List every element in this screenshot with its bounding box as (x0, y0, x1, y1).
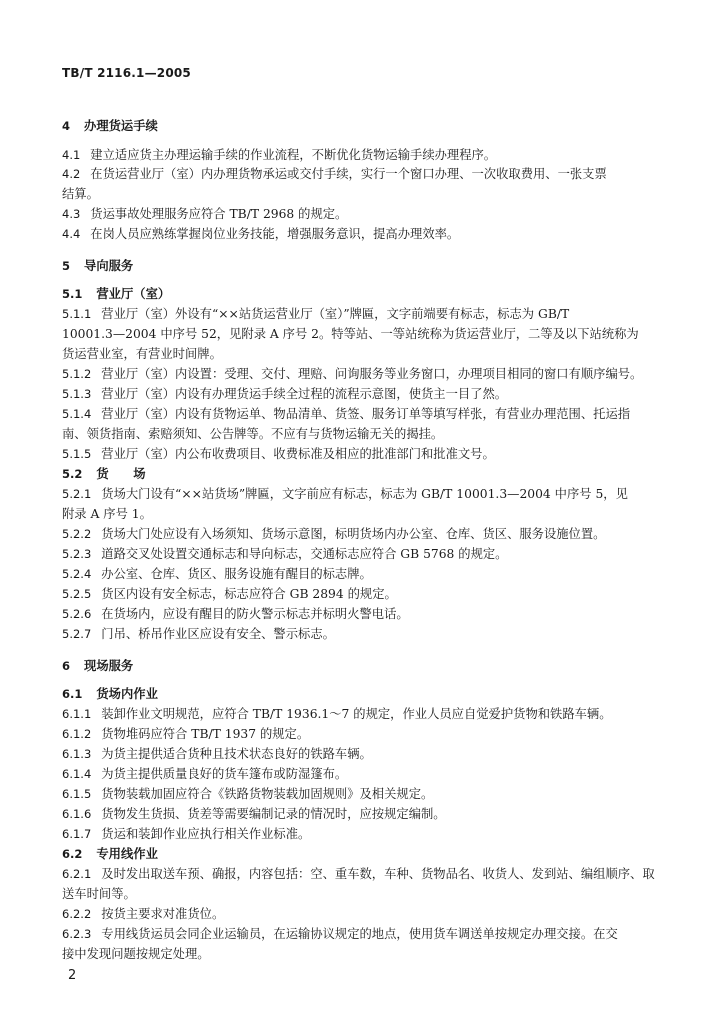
clause-number: 6.1.3 (62, 747, 92, 761)
clause-number: 5 (62, 259, 71, 273)
clause-number: 5.2.1 (62, 487, 92, 501)
clause-text: 南、领货指南、索赔须知、公告牌等。不应有与货物运输无关的揭挂。 (62, 427, 444, 441)
clause-text: 货物发生货损、货差等需要编制记录的情况时，应按规定编制。 (101, 807, 446, 821)
clause-number: 4.2 (62, 167, 81, 181)
clause-text: 货运营业室，有营业时间牌。 (62, 347, 222, 361)
clause-number: 6.1.7 (62, 827, 92, 841)
clause-number: 6.1.1 (62, 707, 92, 721)
paragraph-continuation (62, 186, 647, 202)
clause-text: 办公室、仓库、货区、服务设施有醒目的标志牌。 (101, 567, 372, 581)
subsection-heading (62, 466, 647, 482)
clause-text: 送车时间等。 (62, 887, 136, 901)
clause-text: 接中发现问题按规定处理。 (62, 947, 210, 961)
clause-text: 现场服务 (84, 659, 134, 673)
clause-text: 营业厅（室）内设有货物运单、物品清单、货签、服务订单等填写样张，有营业办理范围、托运指 (101, 407, 631, 421)
section-heading (62, 118, 647, 134)
clause-number: 4.1 (62, 148, 81, 162)
clause-line (62, 706, 647, 722)
clause-number: 6.2.3 (62, 927, 92, 941)
clause-number: 6.2 (62, 847, 83, 861)
paragraph-continuation (62, 886, 647, 902)
clause-text: 按货主要求对准货位。 (101, 907, 225, 921)
clause-line (62, 726, 647, 742)
clause-text: 营业厅（室）外设有“××站货运营业厅（室）”牌匾，文字前端要有标志，标志为 GB/T (101, 307, 570, 321)
clause-number: 5.1.1 (62, 307, 92, 321)
clause-text: 货物装载加固应符合《铁路货物装载加固规则》及相关规定。 (101, 787, 434, 801)
clause-number: 5.2.2 (62, 527, 92, 541)
clause-text: 在货场内，应设有醒目的防火警示标志并标明火警电话。 (101, 607, 409, 621)
clause-line (62, 606, 647, 622)
clause-line (62, 826, 647, 842)
clause-line (62, 526, 647, 542)
paragraph-continuation (62, 946, 647, 962)
clause-text: 货场内作业 (96, 687, 158, 701)
clause-text: 为货主提供适合货种且技术状态良好的铁路车辆。 (101, 747, 372, 761)
clause-number: 4.3 (62, 207, 81, 221)
clause-line (62, 147, 647, 163)
clause-text: 营业厅（室）内公布收费项目、收费标准及相应的批准部门和批准文号。 (101, 447, 495, 461)
clause-text: 专用线作业 (96, 847, 158, 861)
clause-number: 6 (62, 659, 71, 673)
clause-number: 4.4 (62, 227, 81, 241)
clause-text: 在货运营业厅（室）内办理货物承运或交付手续，实行一个窗口办理、一次收取费用、一张支票 (90, 167, 607, 181)
clause-line (62, 206, 647, 222)
clause-line (62, 486, 647, 502)
section-heading (62, 258, 647, 274)
clause-text: 附录 A 序号 1。 (62, 507, 152, 521)
paragraph-continuation (62, 506, 647, 522)
paragraph-continuation (62, 346, 647, 362)
clause-number: 6.2.1 (62, 867, 92, 881)
clause-line (62, 406, 647, 422)
clause-text: 10001.3—2004 中序号 52，见附录 A 序号 2。特等站、一等站统称为货运营业厅，二等及以下站统称为 (62, 327, 639, 341)
clause-line (62, 546, 647, 562)
clause-text: 货区内设有安全标志，标志应符合 GB 2894 的规定。 (101, 587, 397, 601)
clause-line (62, 446, 647, 462)
clause-line (62, 906, 647, 922)
clause-number: 6.1.5 (62, 787, 92, 801)
clause-number: 5.2.5 (62, 587, 92, 601)
clause-text: 专用线货运员会同企业运输员，在运输协议规定的地点，使用货车调送单按规定办理交接。在交 (101, 927, 618, 941)
clause-line (62, 926, 647, 942)
subsection-heading (62, 286, 647, 302)
clause-text: 货物堆码应符合 TB/T 1937 的规定。 (101, 727, 310, 741)
clause-number: 5.1.2 (62, 367, 92, 381)
clause-number: 6.1.2 (62, 727, 92, 741)
standard-code-header: TB/T 2116.1—2005 (62, 66, 191, 80)
clause-line (62, 786, 647, 802)
clause-line (62, 566, 647, 582)
subsection-heading (62, 686, 647, 702)
clause-text: 及时发出取送车预、确报，内容包括：空、重车数，车种、货物品名、收货人、发到站、编组顺序、取 (101, 867, 655, 881)
clause-number: 4 (62, 119, 71, 133)
clause-text: 货场大门处应设有入场须知、货场示意图，标明货场内办公室、仓库、货区、服务设施位置。 (101, 527, 606, 541)
clause-text: 结算。 (62, 187, 99, 201)
clause-number: 5.2.7 (62, 627, 92, 641)
clause-number: 6.1 (62, 687, 83, 701)
clause-number: 5.1 (62, 287, 83, 301)
clause-number: 5.2.4 (62, 567, 92, 581)
clause-text: 营业厅（室）内设置：受理、交付、理赔、问询服务等业务窗口，办理项目相同的窗口有顺序编号。 (101, 367, 643, 381)
clause-number: 5.2.3 (62, 547, 92, 561)
clause-text: 导向服务 (84, 259, 134, 273)
clause-text: 营业厅（室）内设有办理货运手续全过程的流程示意图，使货主一目了然。 (101, 387, 508, 401)
paragraph-continuation (62, 326, 647, 342)
clause-number: 6.2.2 (62, 907, 92, 921)
clause-text: 货场大门设有“××站货场”牌匾，文字前应有标志，标志为 GB/T 10001.3—2004 中序号 5，见 (101, 487, 628, 501)
clause-line (62, 586, 647, 602)
clause-text: 道路交叉处设置交通标志和导向标志，交通标志应符合 GB 5768 的规定。 (101, 547, 508, 561)
clause-number: 5.2.6 (62, 607, 92, 621)
clause-text: 货 场 (96, 467, 146, 481)
clause-line (62, 226, 647, 242)
clause-text: 在岗人员应熟练掌握岗位业务技能，增强服务意识，提高办理效率。 (90, 227, 460, 241)
clause-number: 5.2 (62, 467, 83, 481)
clause-text: 建立适应货主办理运输手续的作业流程，不断优化货物运输手续办理程序。 (90, 148, 497, 162)
clause-number: 6.1.4 (62, 767, 92, 781)
paragraph-continuation (62, 426, 647, 442)
clause-number: 5.1.5 (62, 447, 92, 461)
page-number: 2 (68, 968, 77, 983)
clause-text: 营业厅（室） (96, 287, 171, 301)
clause-text: 门吊、桥吊作业区应设有安全、警示标志。 (101, 627, 335, 641)
clause-line (62, 766, 647, 782)
clause-line (62, 366, 647, 382)
clause-line (62, 306, 647, 322)
clause-number: 5.1.4 (62, 407, 92, 421)
clause-line (62, 746, 647, 762)
clause-text: 货运事故处理服务应符合 TB/T 2968 的规定。 (90, 207, 348, 221)
clause-line (62, 386, 647, 402)
clause-line (62, 866, 655, 882)
clause-text: 装卸作业文明规范，应符合 TB/T 1936.1～7 的规定，作业人员应自觉爱护货物和铁路车辆。 (101, 707, 612, 721)
clause-number: 5.1.3 (62, 387, 92, 401)
clause-line (62, 806, 647, 822)
clause-text: 办理货运手续 (84, 119, 158, 133)
subsection-heading (62, 846, 647, 862)
clause-text: 货运和装卸作业应执行相关作业标准。 (101, 827, 311, 841)
clause-line (62, 166, 647, 182)
clause-line (62, 626, 647, 642)
clause-number: 6.1.6 (62, 807, 92, 821)
section-heading (62, 658, 647, 674)
clause-text: 为货主提供质量良好的货车篷布或防湿篷布。 (101, 767, 348, 781)
